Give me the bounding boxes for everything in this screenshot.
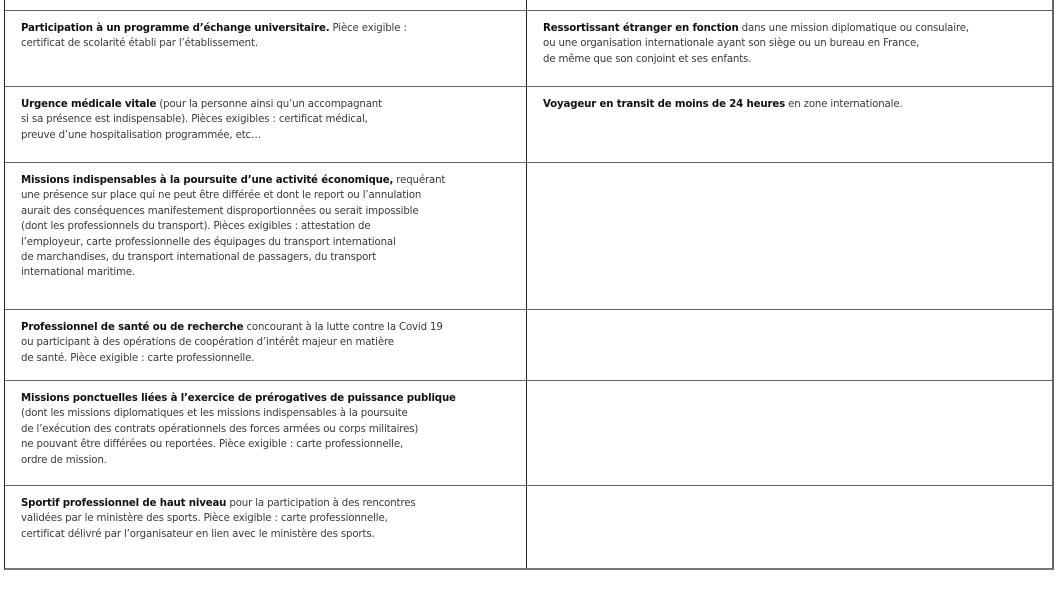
table-row [5, 86, 1052, 162]
table-cell-left [5, 486, 527, 568]
cell-line: ne pouvant être différées ou reportées. Pièce exigible : carte professionnelle, [21, 439, 404, 451]
table-row [5, 309, 1052, 380]
cell-first-line [21, 173, 510, 188]
cell-first-line [21, 21, 510, 36]
cell-bold-heading: Sportif professionnel de haut niveau [21, 498, 227, 509]
cell-first-line [21, 496, 510, 511]
cell-first-line [543, 97, 1036, 112]
cell-text: Pièce exigible : [329, 23, 407, 34]
cell-line: de santé. Pièce exigible : carte professionnelle. [21, 352, 255, 364]
cell-bold-heading: Missions indispensables à la poursuite d’une activité économique, [21, 175, 394, 186]
cell-line: certificat délivré par l’organisateur en lien avec le ministère des sports. [21, 528, 375, 540]
cell-bold-heading: Participation à un programme d’échange universitaire. [21, 23, 330, 34]
cell-first-line [543, 21, 1036, 36]
cell-line: international maritime. [21, 267, 136, 279]
cell-line: (dont les missions diplomatiques et les missions indispensables à la poursuite [21, 408, 408, 420]
cell-first-line [21, 97, 510, 112]
table-cell-left [5, 163, 527, 309]
table-cell-right [527, 11, 1052, 86]
cell-line: ordre de mission. [21, 454, 107, 466]
cell-line: de marchandises, du transport international de passagers, du transport [21, 252, 377, 264]
cell-bold-heading: Missions ponctuelles liées à l’exercice de prérogatives de puissance publique [21, 393, 456, 404]
cell-line: preuve d’une hospitalisation programmée, etc… [21, 129, 262, 141]
table-cell-left [5, 310, 527, 380]
cell-text: dans une mission diplomatique ou consulaire, [738, 23, 969, 34]
table-cell-right [527, 486, 1052, 568]
cell-line: certificat de scolarité établi par l’établissement. [21, 38, 258, 50]
cell-line: ou une organisation internationale ayant son siège ou un bureau en France, [543, 38, 920, 50]
cell-line: ou participant à des opérations de coopération d’intérêt majeur en matière [21, 337, 394, 349]
cell-line: si sa présence est indispensable). Pièces exigibles : certificat médical, [21, 114, 368, 126]
table-row [5, 162, 1052, 309]
cell-bold-heading: Urgence médicale vitale [21, 99, 157, 110]
cell-line: (dont les professionnels du transport). Pièces exigibles : attestation de [21, 221, 371, 233]
cell-line: de même que son conjoint et ses enfants. [543, 53, 752, 65]
table-cell-left [5, 87, 527, 162]
exemptions-table [4, 0, 1054, 570]
cell-text: en zone internationale. [785, 99, 903, 110]
table-cell-left [5, 381, 527, 485]
cell-line: validées par le ministère des sports. Pièce exigible : carte professionnelle, [21, 513, 388, 525]
table-cell-left [5, 0, 527, 10]
cell-bold-heading: Professionnel de santé ou de recherche [21, 322, 244, 333]
table-cell-left [5, 11, 527, 86]
cell-first-line [21, 320, 510, 335]
cell-text: (pour la personne ainsi qu’un accompagnant [156, 99, 382, 110]
table-row [5, 10, 1052, 86]
table-cell-right [527, 163, 1052, 309]
cell-text: pour la participation à des rencontres [226, 498, 416, 509]
table-cell-right [527, 0, 1052, 10]
table-cell-right [527, 87, 1052, 162]
table-row [5, 0, 1052, 10]
table-row [5, 485, 1052, 568]
cell-bold-heading: Voyageur en transit de moins de 24 heures [543, 99, 786, 110]
table-cell-right [527, 310, 1052, 380]
cell-text: requérant [393, 175, 446, 186]
cell-first-line [21, 391, 510, 406]
table-row [5, 380, 1052, 485]
cell-line: de l’exécution des contrats opérationnels des forces armées ou corps militaires) [21, 423, 419, 435]
cell-bold-heading: Ressortissant étranger en fonction [543, 23, 739, 34]
cell-line: aurait des conséquences manifestement disproportionnées ou serait impossible [21, 205, 419, 217]
cell-text: concourant à la lutte contre la Covid 19 [243, 322, 443, 333]
cell-line: une présence sur place qui ne peut être différée et dont le report ou l’annulation [21, 190, 422, 202]
cell-line: l’employeur, carte professionnelle des équipages du transport international [21, 236, 396, 248]
table-cell-right [527, 381, 1052, 485]
